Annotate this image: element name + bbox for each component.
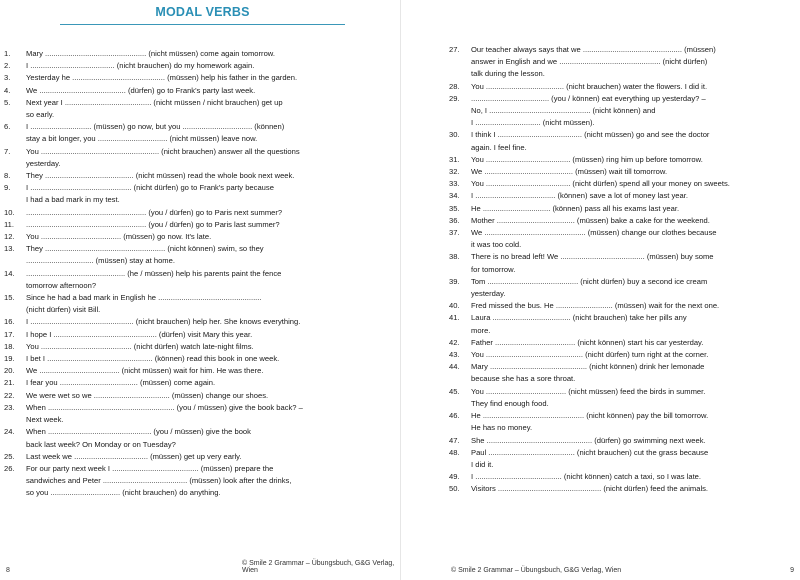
exercise-item <box>4 219 349 231</box>
exercise-item <box>449 471 794 483</box>
exercise-text <box>26 146 349 170</box>
exercise-text <box>471 410 794 434</box>
exercise-text <box>471 215 794 227</box>
exercise-number: 33. <box>449 179 460 189</box>
exercise-line: Paul ......................................... (nicht brauchen) cut the grass because <box>471 447 709 457</box>
exercise-text <box>471 166 794 178</box>
exercise-number: 50. <box>449 484 460 494</box>
exercise-text <box>471 483 794 495</box>
exercise-line: We ......................................... (dürfen) go to Frank's party last week. <box>26 85 256 95</box>
exercise-line: I ................................................. (nicht brauchen) help her. She knows everything. <box>26 317 301 327</box>
exercise-item <box>449 483 794 495</box>
exercise-line: so you ................................. (nicht brauchen) do anything. <box>26 488 221 498</box>
exercise-item <box>449 312 794 336</box>
page-number-right: 9 <box>790 567 794 574</box>
exercise-line: answer in English and we ................................................ (nicht dürfen) <box>471 57 708 67</box>
exercise-text <box>471 81 794 93</box>
exercise-number: 36. <box>449 215 460 225</box>
exercise-line: You ..................................... (nicht brauchen) water the flowers. I did it. <box>471 81 708 91</box>
exercise-text <box>471 435 794 447</box>
exercise-number: 30. <box>449 130 460 140</box>
exercise-number: 17. <box>4 329 15 339</box>
exercise-text <box>26 182 349 206</box>
exercise-text <box>471 276 794 300</box>
exercise-item <box>449 227 794 251</box>
exercise-line: Our teacher always says that we ............................................... (müssen) <box>471 45 716 54</box>
exercise-number: 1. <box>4 49 11 58</box>
exercise-line: There is no bread left! We ........................................ (müssen) buy some <box>471 252 714 262</box>
exercise-line: They find enough food. <box>471 398 549 408</box>
exercise-item <box>449 447 794 471</box>
exercise-item <box>449 129 794 153</box>
exercise-line: Next week. <box>26 415 64 425</box>
exercise-line: more. <box>471 325 491 335</box>
exercise-item <box>4 146 349 170</box>
exercise-text <box>26 121 349 145</box>
exercise-number: 15. <box>4 293 15 303</box>
exercise-line: Mary ................................................ (nicht müssen) come again tomorrow. <box>26 49 275 58</box>
exercise-line: ......................................................... (you / dürfen) go to Paris last summer? <box>26 219 280 229</box>
exercise-number: 46. <box>449 411 460 421</box>
exercise-line: When ................................................. (you / müssen) give the book <box>26 427 251 437</box>
exercise-number: 37. <box>449 228 460 238</box>
exercise-line: Fred missed the bus. He ........................... (müssen) wait for the next one. <box>471 301 720 311</box>
exercise-text <box>26 48 349 60</box>
exercise-number: 5. <box>4 97 11 107</box>
exercise-item <box>449 435 794 447</box>
exercise-line: You .............................................. (nicht dürfen) turn right at the corner. <box>471 350 709 360</box>
exercise-line: He has no money. <box>471 423 533 433</box>
exercise-item <box>4 329 349 341</box>
exercise-item <box>4 72 349 84</box>
exercise-line: He ................................ (können) pass all his exams last year. <box>471 203 680 213</box>
exercise-item <box>4 231 349 243</box>
exercise-item <box>4 426 349 450</box>
exercise-text <box>26 329 349 341</box>
exercise-text <box>26 353 349 365</box>
exercise-line: Yesterday he ............................................ (müssen) help his father in the garden. <box>26 73 298 83</box>
exercise-line: We ................................................ (müssen) change our clothes because <box>471 228 717 238</box>
exercise-line: I fear you ..................................... (müssen) come again. <box>26 378 216 388</box>
exercise-text <box>26 402 349 426</box>
exercise-number: 29. <box>449 93 460 103</box>
exercise-item <box>4 316 349 328</box>
exercise-list-right <box>449 44 794 496</box>
exercise-text <box>471 190 794 202</box>
exercise-line: Mother ..................................... (müssen) bake a cake for the weekend. <box>471 215 710 225</box>
exercise-item <box>4 451 349 463</box>
exercise-line: (nicht dürfen) visit Bill. <box>26 305 101 315</box>
exercise-line: I had a bad mark in my test. <box>26 195 120 205</box>
exercise-number: 28. <box>449 81 460 91</box>
exercise-number: 9. <box>4 183 11 193</box>
exercise-text <box>26 231 349 243</box>
page-number-left: 8 <box>6 567 10 574</box>
exercise-number: 10. <box>4 207 15 217</box>
exercise-item <box>4 97 349 121</box>
exercise-number: 3. <box>4 73 11 83</box>
exercise-text <box>26 463 349 500</box>
exercise-item <box>4 365 349 377</box>
exercise-item <box>449 349 794 361</box>
exercise-item <box>4 121 349 145</box>
exercise-number: 6. <box>4 122 11 132</box>
exercise-line: We ...................................... (nicht müssen) wait for him. He was there. <box>26 366 264 376</box>
exercise-text <box>26 243 349 267</box>
exercise-item <box>4 292 349 316</box>
exercise-item <box>4 402 349 426</box>
exercise-line: I ........................................ (nicht brauchen) do my homework again. <box>26 61 255 71</box>
exercise-line: back last week? On Monday or on Tuesday? <box>26 439 176 449</box>
exercise-item <box>4 243 349 267</box>
exercise-line: so early. <box>26 110 55 120</box>
exercise-number: 27. <box>449 45 460 54</box>
exercise-text <box>471 129 794 153</box>
exercise-number: 43. <box>449 350 460 360</box>
exercise-item <box>449 203 794 215</box>
exercise-line: I bet I .................................................. (können) read this book in one week. <box>26 354 280 364</box>
exercise-list-left <box>4 48 349 500</box>
exercise-line: You ........................................... (nicht dürfen) watch late-night films. <box>26 341 254 351</box>
exercise-line: for tomorrow. <box>471 264 516 274</box>
exercise-line: Next year I ......................................... (nicht müssen / nicht brauchen) get up <box>26 97 283 107</box>
exercise-line: You ........................................ (müssen) ring him up before tomorrow. <box>471 154 703 164</box>
exercise-number: 8. <box>4 171 11 181</box>
exercise-item <box>449 81 794 93</box>
exercise-number: 31. <box>449 154 460 164</box>
exercise-line: They ......................................................... (nicht können) swim, so they <box>26 244 264 254</box>
exercise-line: I ................................................ (nicht dürfen) go to Frank's party because <box>26 183 274 193</box>
exercise-text <box>471 178 794 190</box>
exercise-line: You ...................................... (nicht müssen) feed the birds in summer. <box>471 386 706 396</box>
exercise-text <box>471 471 794 483</box>
exercise-line: yesterday. <box>26 158 61 168</box>
exercise-item <box>4 390 349 402</box>
exercise-number: 20. <box>4 366 15 376</box>
exercise-item <box>449 337 794 349</box>
exercise-item <box>449 361 794 385</box>
exercise-item <box>449 93 794 130</box>
exercise-text <box>471 349 794 361</box>
exercise-line: He ................................................ (nicht können) pay the bill tomorrow. <box>471 411 709 421</box>
exercise-number: 21. <box>4 378 15 388</box>
exercise-number: 18. <box>4 341 15 351</box>
exercise-line: When ............................................................ (you / müssen) give the book back? – <box>26 402 303 412</box>
exercise-item <box>4 85 349 97</box>
exercise-item <box>4 268 349 292</box>
exercise-item <box>4 182 349 206</box>
exercise-line: Tom ........................................... (nicht dürfen) buy a second ice cream <box>471 276 708 286</box>
exercise-item <box>449 154 794 166</box>
exercise-text <box>471 44 794 81</box>
exercise-text <box>26 97 349 121</box>
exercise-number: 23. <box>4 402 15 412</box>
exercise-item <box>449 190 794 202</box>
exercise-line: again. I feel fine. <box>471 142 527 152</box>
copyright-right: © Smile 2 Grammar – Übungsbuch, G&G Verlag, Wien <box>451 567 622 574</box>
exercise-text <box>26 451 349 463</box>
exercise-number: 34. <box>449 191 460 201</box>
exercise-number: 11. <box>4 219 14 229</box>
exercise-line: I think I ........................................ (nicht müssen) go and see the doctor <box>471 130 710 140</box>
exercise-number: 19. <box>4 354 15 364</box>
exercise-line: We were wet so we .................................... (müssen) change our shoes. <box>26 390 269 400</box>
exercise-number: 25. <box>4 451 15 461</box>
exercise-number: 16. <box>4 317 15 327</box>
exercise-text <box>26 426 349 450</box>
exercise-number: 4. <box>4 85 11 95</box>
exercise-line: I ............................... (nicht müssen). <box>471 118 595 128</box>
exercise-line: I did it. <box>471 459 494 469</box>
exercise-text <box>471 447 794 471</box>
exercise-item <box>4 48 349 60</box>
exercise-line: Last week we ................................... (müssen) get up very early. <box>26 451 242 461</box>
exercise-line: You ........................................................ (nicht brauchen) answer all the questions <box>26 146 300 156</box>
exercise-number: 2. <box>4 61 11 71</box>
exercise-line: They .......................................... (nicht müssen) read the whole book next week. <box>26 171 295 181</box>
exercise-item <box>449 386 794 410</box>
exercise-item <box>449 276 794 300</box>
exercise-line: Laura ..................................... (nicht brauchen) take her pills any <box>471 313 687 323</box>
exercise-text <box>471 300 794 312</box>
exercise-line: You ........................................ (nicht dürfen) spend all your money on sweets. <box>471 179 730 189</box>
exercise-text <box>471 312 794 336</box>
exercise-number: 40. <box>449 301 460 311</box>
exercise-text <box>26 377 349 389</box>
title-bar <box>60 0 345 25</box>
exercise-text <box>471 361 794 385</box>
exercise-item <box>449 215 794 227</box>
exercise-item <box>4 170 349 182</box>
exercise-line: She .................................................. (dürfen) go swimming next week. <box>471 435 706 445</box>
exercise-number: 42. <box>449 337 460 347</box>
exercise-line: I ............................. (müssen) go now, but you ................................. (können) <box>26 122 285 132</box>
exercise-item <box>4 353 349 365</box>
exercise-line: No, I ................................................ (nicht können) and <box>471 106 656 116</box>
exercise-line: stay a bit longer, you ................................. (nicht müssen) leave now. <box>26 134 258 144</box>
exercise-item <box>449 166 794 178</box>
exercise-text <box>26 60 349 72</box>
exercise-number: 35. <box>449 203 460 213</box>
exercise-number: 32. <box>449 167 460 177</box>
exercise-number: 12. <box>4 232 15 242</box>
exercise-text <box>471 337 794 349</box>
exercise-number: 45. <box>449 386 460 396</box>
exercise-text <box>471 203 794 215</box>
exercise-item <box>4 341 349 353</box>
exercise-text <box>26 341 349 353</box>
exercise-item <box>4 207 349 219</box>
exercise-text <box>471 93 794 130</box>
exercise-text <box>26 72 349 84</box>
copyright-left: © Smile 2 Grammar – Übungsbuch, G&G Verlag, Wien <box>242 560 395 574</box>
exercise-number: 13. <box>4 244 15 254</box>
exercise-number: 14. <box>4 268 15 278</box>
exercise-item <box>449 300 794 312</box>
exercise-number: 39. <box>449 276 460 286</box>
exercise-item <box>449 251 794 275</box>
exercise-item <box>449 178 794 190</box>
exercise-line: I hope I ................................................. (dürfen) visit Mary this year. <box>26 329 253 339</box>
exercise-line: ......................................................... (you / dürfen) go to Paris next summer? <box>26 207 283 217</box>
exercise-text <box>471 154 794 166</box>
exercise-line: ............................................... (he / müssen) help his parents paint the fence <box>26 268 282 278</box>
exercise-line: yesterday. <box>471 289 506 299</box>
exercise-text <box>26 207 349 219</box>
exercise-number: 44. <box>449 362 460 372</box>
exercise-number: 24. <box>4 427 15 437</box>
exercise-line: I ......................................... (nicht können) catch a taxi, so I was late. <box>471 472 702 482</box>
exercise-text <box>26 170 349 182</box>
exercise-line: because she has a sore throat. <box>471 374 576 384</box>
exercise-item <box>449 44 794 81</box>
exercise-item <box>4 60 349 72</box>
exercise-text <box>471 227 794 251</box>
exercise-line: sandwiches and Peter ........................................ (müssen) look after the drinks, <box>26 476 292 486</box>
exercise-number: 7. <box>4 146 11 156</box>
exercise-item <box>4 377 349 389</box>
exercise-line: it was too cold. <box>471 240 522 250</box>
exercise-line: tomorrow afternoon? <box>26 280 97 290</box>
exercise-text <box>471 251 794 275</box>
exercise-text <box>26 365 349 377</box>
exercise-item <box>4 463 349 500</box>
exercise-line: ................................ (müssen) stay at home. <box>26 256 175 266</box>
exercise-number: 22. <box>4 390 15 400</box>
exercise-line: Since he had a bad mark in English he ................................................. <box>26 293 262 303</box>
exercise-line: Father ...................................... (nicht können) start his car yesterday. <box>471 337 704 347</box>
exercise-text <box>471 386 794 410</box>
page-title: MODAL VERBS <box>155 5 250 19</box>
exercise-line: Mary .............................................. (nicht können) drink her lemonade <box>471 362 705 372</box>
exercise-line: For our party next week I ......................................... (müssen) prepare the <box>26 463 274 473</box>
exercise-line: talk during the lesson. <box>471 69 545 79</box>
exercise-number: 38. <box>449 252 460 262</box>
exercise-text <box>26 268 349 292</box>
exercise-text <box>26 292 349 316</box>
exercise-text <box>26 85 349 97</box>
exercise-number: 49. <box>449 472 460 482</box>
exercise-text <box>26 219 349 231</box>
exercise-number: 47. <box>449 435 460 445</box>
exercise-line: You ...................................... (müssen) go now. It's late. <box>26 232 212 242</box>
exercise-text <box>26 390 349 402</box>
exercise-number: 48. <box>449 447 460 457</box>
exercise-number: 26. <box>4 463 15 473</box>
exercise-number: 41. <box>449 313 460 323</box>
exercise-item <box>449 410 794 434</box>
page-divider <box>400 0 401 580</box>
exercise-text <box>26 316 349 328</box>
exercise-line: Visitors ................................................. (nicht dürfen) feed the animals. <box>471 484 709 494</box>
exercise-line: We .......................................... (müssen) wait till tomorrow. <box>471 167 668 177</box>
exercise-line: ..................................... (you / können) eat everything up yesterday? – <box>471 93 706 103</box>
exercise-line: I ...................................... (können) save a lot of money last year. <box>471 191 688 201</box>
